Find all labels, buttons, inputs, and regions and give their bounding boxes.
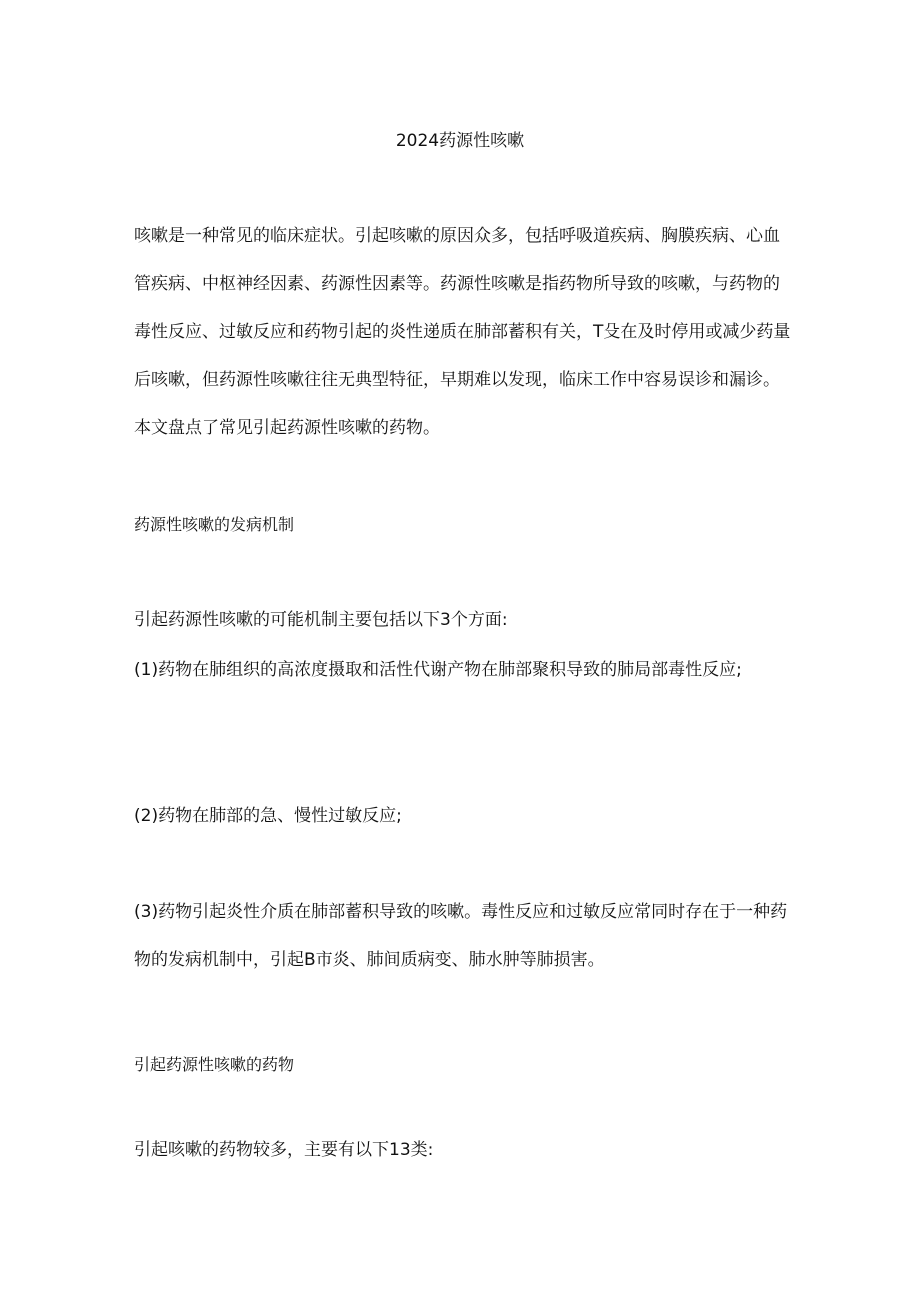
mechanism-item-3-text: (3)药物引起炎性介质在肺部蓄积导致的咳嗽。毒性反应和过敏反应常同时存在于一种药物的发病机制中，引起B市炎、肺间质病变、肺水肿等肺损害。 [134,902,788,970]
mechanism-item-1 [134,646,794,694]
drugs-lead-paragraph [134,1126,794,1174]
intro-paragraph [134,212,794,452]
mechanism-item-2 [134,792,794,840]
document-title: 2024药源性咳嗽 [395,131,525,151]
mechanism-lead-paragraph [134,596,794,644]
intro-text: 咳嗽是一种常见的临床症状。引起咳嗽的原因众多，包括呼吸道疾病、胸膜疾病、心血管疾病、中枢神经因素、药源性因素等。药源性咳嗽是指药物所导致的咳嗽，与药物的毒性反应、过敏反应和药物引起的炎性递质在肺部蓄积有关，T殳在及时停用或减少药量后咳嗽，但药源性咳嗽往往无典型特征，早期难以发现，临床工作中容易误诊和漏诊。本文盘点了常见引起药源性咳嗽的药物。 [134,226,791,438]
drugs-lead-text: 引起咳嗽的药物较多，主要有以下13类: [134,1140,434,1160]
mechanism-item-3 [134,888,794,984]
mechanism-lead-text: 引起药源性咳嗽的可能机制主要包括以下3个方面: [134,610,508,630]
section-heading-mechanism: 药源性咳嗽的发病机制 [134,515,295,534]
mechanism-item-2-text: (2)药物在肺部的急、慢性过敏反应; [134,806,402,826]
mechanism-item-1-text: (1)药物在肺组织的高浓度摄取和活性代谢产物在肺部聚积导致的肺局部毒性反应; [134,660,742,680]
section-heading-drugs: 引起药源性咳嗽的药物 [134,1055,295,1074]
